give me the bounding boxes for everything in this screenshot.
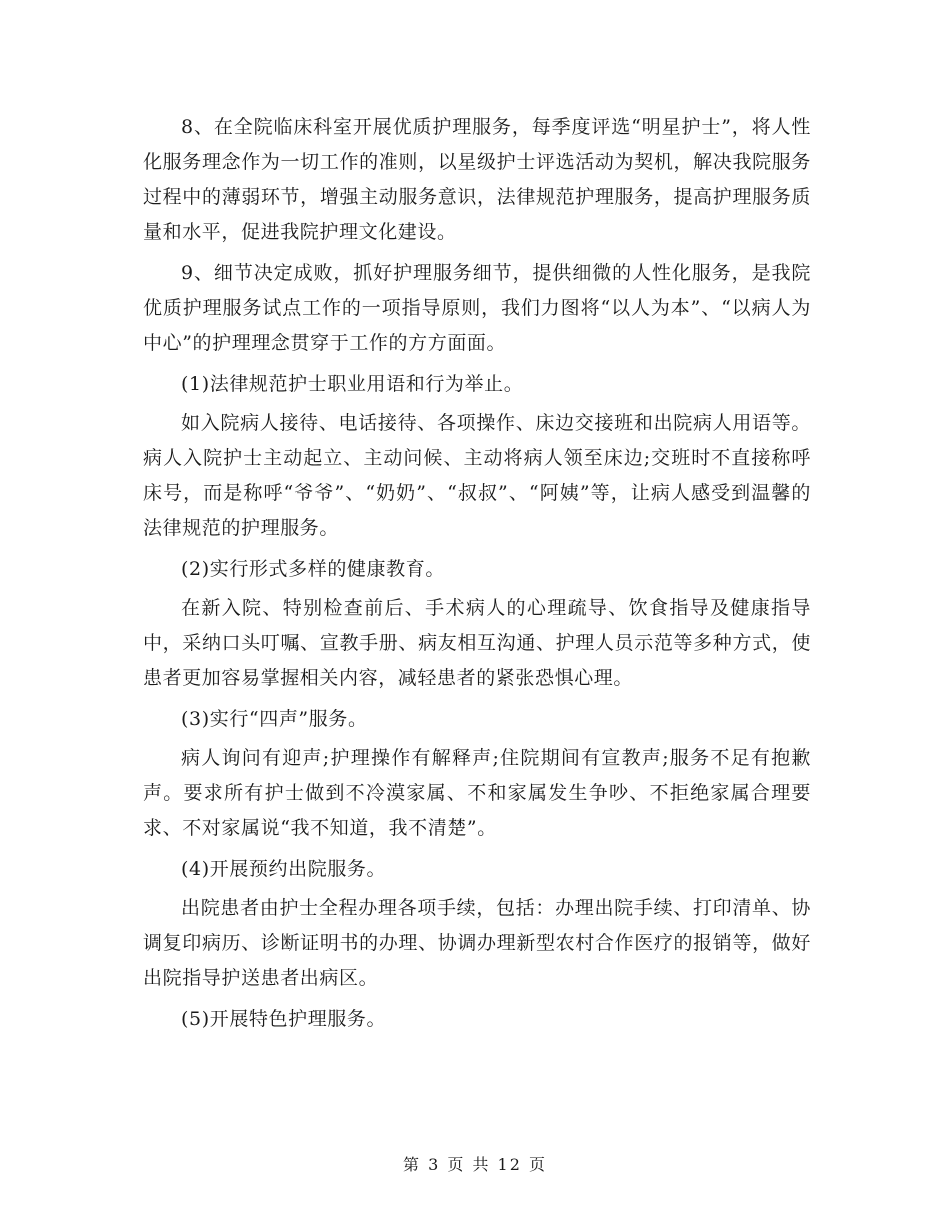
subheading-2: (2)实行形式多样的健康教育。 [181,558,445,580]
subheading-3: (3)实行“四声”服务。 [181,708,368,730]
paragraph-item-8: 8、在全院临床科室开展优质护理服务，每季度评选“明星护士”，将人性化服务理念作为一切工作的准则，以星级护士评选活动为契机，解决我院服务过程中的薄弱环节，增强主动服务意识，法律规范护理服务，提高护理服务质量和水平，促进我院护理文化建设。 [143,116,811,243]
paragraph-item-9: 9、细节决定成败，抓好护理服务细节，提供细微的人性化服务，是我院优质护理服务试点工作的一项指导原则，我们力图将“以人为本”、“以病人为中心”的护理理念贯穿于工作的方方面面。 [143,262,811,354]
subheading-5: (5)开展特色护理服务。 [181,1008,387,1030]
subheading-4: (4)开展预约出院服务。 [181,858,387,880]
paragraph-sub-4: 出院患者由护士全程办理各项手续，包括：办理出院手续、打印清单、协调复印病历、诊断证明书的办理、协调办理新型农村合作医疗的报销等，做好出院指导护送患者出病区。 [143,897,811,989]
paragraph-sub-1: 如入院病人接待、电话接待、各项操作、床边交接班和出院病人用语等。病人入院护士主动起立、主动问候、主动将病人领至床边;交班时不直接称呼床号，而是称呼“爷爷”、“奶奶”、“叔叔”、“阿姨”等，让病人感受到温馨的法律规范的护理服务。 [143,412,811,539]
page-number-footer: 第 3 页 共 12 页 [403,1155,547,1174]
paragraph-sub-2: 在新入院、特别检查前后、手术病人的心理疏导、饮食指导及健康指导中，采纳口头叮嘱、宣教手册、病友相互沟通、护理人员示范等多种方式，使患者更加容易掌握相关内容，减轻患者的紧张恐惧心理。 [143,597,811,689]
document-body [143,110,811,1041]
subheading-1: (1)法律规范护士职业用语和行为举止。 [181,373,524,395]
paragraph-sub-3: 病人询问有迎声;护理操作有解释声;住院期间有宣教声;服务不足有抱歉声。要求所有护士做到不冷漠家属、不和家属发生争吵、不拒绝家属合理要求、不对家属说“我不知道，我不清楚”。 [143,747,811,839]
